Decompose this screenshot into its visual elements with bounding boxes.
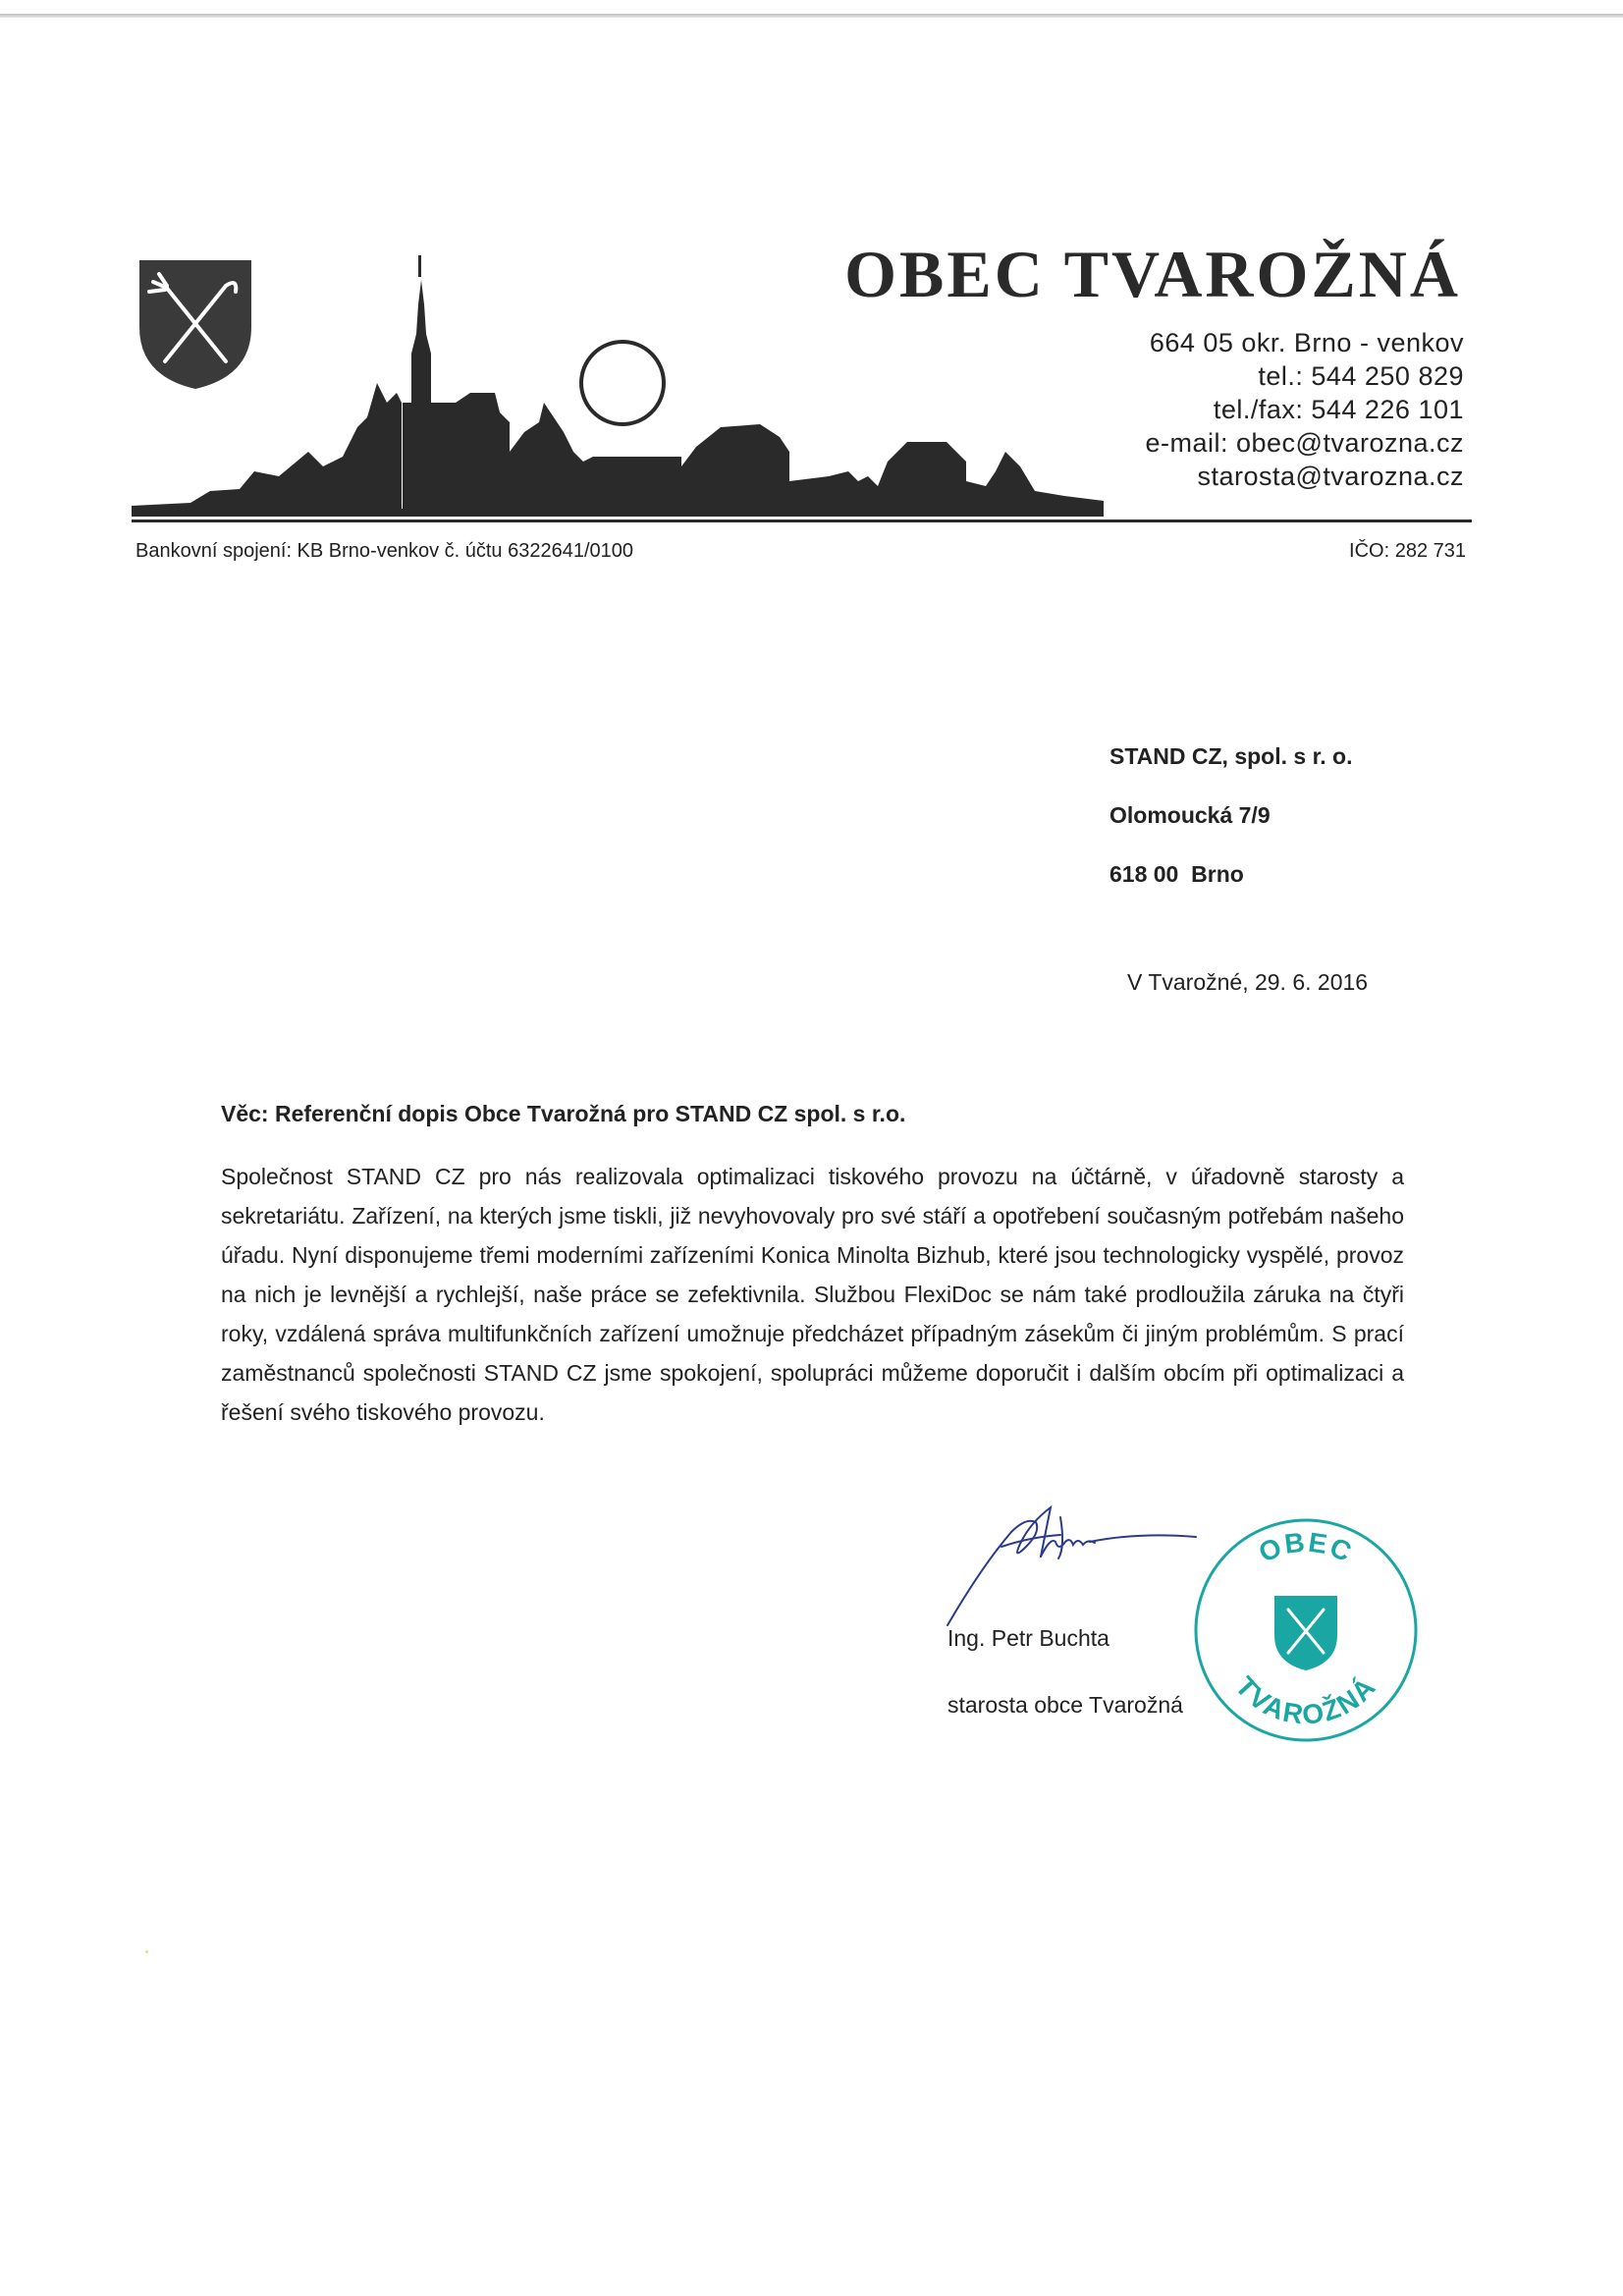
header-divider xyxy=(132,519,1472,522)
svg-text:TVAROŽNÁ: TVAROŽNÁ xyxy=(1229,1670,1382,1730)
contact-email-mayor: starosta@tvarozna.cz xyxy=(1197,462,1464,491)
scan-top-edge xyxy=(0,14,1623,18)
letter-date: V Tvarožné, 29. 6. 2016 xyxy=(1127,969,1369,995)
signer-name: Ing. Petr Buchta xyxy=(947,1625,1109,1651)
recipient-line: Olomoucká 7/9 xyxy=(1109,802,1271,828)
official-stamp xyxy=(1188,1512,1424,1748)
recipient-address xyxy=(1109,727,1353,903)
letter-body: Společnost STAND CZ pro nás realizovala optimalizaci tiskového provozu na účtárně, v úřadovně starosty a sekretariátu. Zařízení, na kterých jsme tiskli, již nevyhovovaly pro své stáří a opotřebení současným potřebám našeho úřadu. Nyní disponujeme třemi moderními zařízeními Konica Minolta Bizhub, které jsou technologicky vyspělé, provoz na nich je levnější a rychlejší, naše práce se zefektivnila. Službou FlexiDoc se nám také prodloužila záruka na čtyři roky, vzdálená správa multifunkčních zařízení umožnuje předcházet případným zásekům či jiným problémům. S prací zaměstnanců společnosti STAND CZ jsme spokojení, spolupráci můžeme doporučit i dalším obcím při optimalizaci a řešení svého tiskového provozu. xyxy=(221,1164,1404,1425)
scan-speck xyxy=(145,1950,148,1953)
company-id: IČO: 282 731 xyxy=(1349,540,1466,562)
bank-details: Bankovní spojení: KB Brno-venkov č. účtu 6322641/0100 xyxy=(135,540,634,562)
svg-text:OBEC: OBEC xyxy=(1254,1526,1358,1568)
contact-block xyxy=(1145,326,1464,493)
contact-phone: tel.: 544 250 829 xyxy=(1258,361,1464,391)
signer-role: starosta obce Tvarožná xyxy=(947,1692,1183,1718)
handwritten-signature xyxy=(943,1488,1198,1635)
contact-fax: tel./fax: 544 226 101 xyxy=(1213,395,1464,424)
recipient-line: 618 00 Brno xyxy=(1109,861,1244,887)
municipality-title: OBEC TVAROŽNÁ xyxy=(844,237,1461,311)
recipient-line: STAND CZ, spol. s r. o. xyxy=(1109,743,1353,769)
contact-email: e-mail: obec@tvarozna.cz xyxy=(1145,428,1464,458)
letter-subject: Věc: Referenční dopis Obce Tvarožná pro STAND CZ spol. s r.o. xyxy=(221,1101,906,1126)
contact-address: 664 05 okr. Brno - venkov xyxy=(1149,328,1464,357)
